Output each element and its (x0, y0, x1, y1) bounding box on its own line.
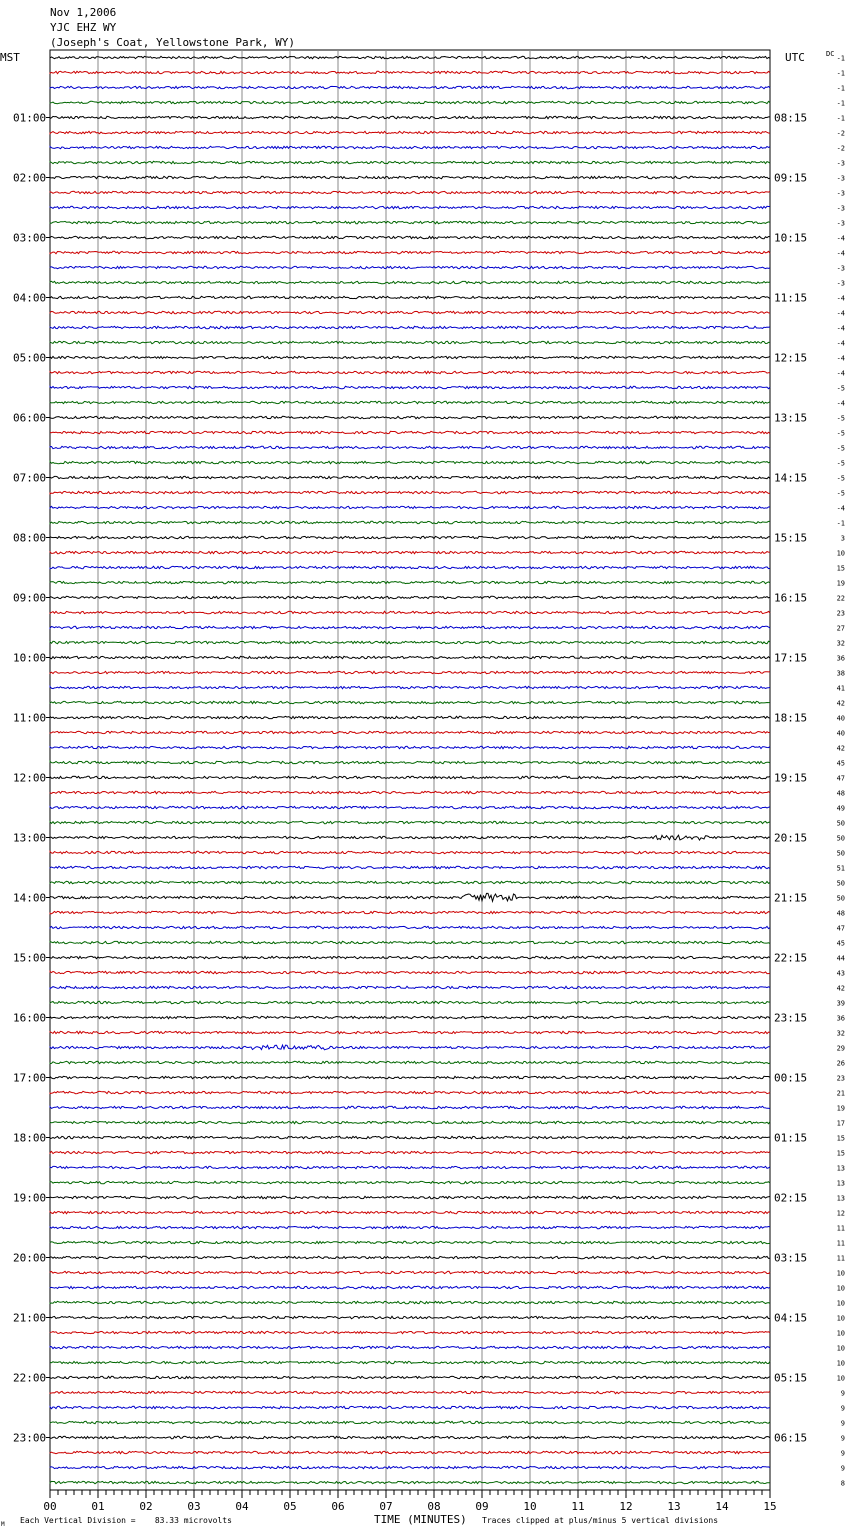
trace-23 (50, 401, 770, 403)
utc-label: 20:15 (774, 831, 808, 845)
mst-hour-labels (13, 112, 50, 1445)
dc-offset-label: 40 (836, 714, 845, 723)
trace-83 (50, 1301, 770, 1303)
trace-69 (50, 1091, 770, 1093)
utc-label: 13:15 (774, 411, 808, 425)
utc-label: 12:15 (774, 351, 808, 365)
trace-43 (50, 701, 770, 703)
dc-offset-label: -1 (836, 114, 845, 123)
trace-76 (50, 1196, 770, 1198)
x-tick-label: 14 (715, 1500, 729, 1513)
mst-label: 02:00 (13, 171, 47, 185)
trace-36 (50, 596, 770, 598)
trace-65 (50, 1031, 770, 1033)
mst-label: 12:00 (13, 771, 47, 785)
left-axis-title: MST (0, 51, 20, 64)
trace-22 (50, 386, 770, 388)
trace-46 (50, 746, 770, 748)
trace-90 (50, 1406, 770, 1408)
dc-offset-label: 10 (836, 1269, 845, 1278)
trace-2 (50, 86, 770, 88)
dc-offset-label: -5 (836, 429, 845, 438)
trace-66 (50, 1045, 770, 1050)
dc-offset-label: 15 (836, 1149, 845, 1158)
trace-79 (50, 1241, 770, 1243)
mst-label: 01:00 (13, 111, 47, 125)
trace-87 (50, 1361, 770, 1363)
trace-74 (50, 1166, 770, 1168)
dc-offset-label: 29 (836, 1044, 845, 1053)
dc-offset-label: 15 (836, 564, 845, 573)
header-location: (Joseph's Coat, Yellowstone Park, WY) (50, 36, 296, 49)
x-tick-label: 13 (667, 1500, 681, 1513)
trace-29 (50, 491, 770, 493)
trace-20 (50, 356, 770, 358)
utc-label: 01:15 (774, 1131, 808, 1145)
trace-52 (50, 835, 770, 840)
utc-label: 02:15 (774, 1191, 808, 1205)
utc-label: 15:15 (774, 531, 808, 545)
dc-offset-label: 45 (836, 939, 845, 948)
mst-label: 16:00 (13, 1011, 47, 1025)
trace-38 (50, 626, 770, 628)
dc-offset-label: -3 (836, 204, 845, 213)
x-tick-label: 15 (763, 1500, 777, 1513)
utc-label: 22:15 (774, 951, 808, 965)
dc-offset-label: -5 (836, 444, 845, 453)
trace-72 (50, 1136, 770, 1138)
trace-85 (50, 1331, 770, 1333)
trace-24 (50, 416, 770, 418)
dc-offset-label: 47 (836, 774, 845, 783)
utc-label: 18:15 (774, 711, 808, 725)
dc-offset-label: 50 (836, 879, 845, 888)
dc-offset-label: 45 (836, 759, 845, 768)
mst-label: 08:00 (13, 531, 47, 545)
mst-label: 10:00 (13, 651, 47, 665)
dc-offset-label: 10 (836, 1374, 845, 1383)
dc-offset-label: -4 (836, 354, 845, 363)
trace-10 (50, 206, 770, 208)
trace-70 (50, 1106, 770, 1108)
trace-44 (50, 716, 770, 718)
trace-94 (50, 1466, 770, 1468)
utc-label: 14:15 (774, 471, 808, 485)
dc-offset-label: -4 (836, 399, 845, 408)
trace-80 (50, 1256, 770, 1258)
trace-41 (50, 671, 770, 673)
dc-offset-label: 11 (836, 1239, 845, 1248)
time-axis (43, 1490, 776, 1513)
mst-label: 07:00 (13, 471, 47, 485)
trace-81 (50, 1271, 770, 1273)
trace-9 (50, 191, 770, 193)
dc-offset-label: -5 (836, 414, 845, 423)
utc-label: 16:15 (774, 591, 808, 605)
x-tick-label: 10 (523, 1500, 537, 1513)
trace-93 (50, 1451, 770, 1453)
trace-89 (50, 1391, 770, 1393)
dc-offset-label: 32 (836, 639, 845, 648)
trace-71 (50, 1121, 770, 1123)
dc-column-title: DC (826, 50, 835, 58)
trace-17 (50, 311, 770, 313)
dc-offset-label: 23 (836, 1074, 845, 1083)
dc-offset-label: -2 (836, 129, 845, 138)
trace-57 (50, 911, 770, 913)
trace-7 (50, 161, 770, 163)
trace-33 (50, 551, 770, 553)
dc-offset-label: 10 (836, 1299, 845, 1308)
mst-label: 04:00 (13, 291, 47, 305)
dc-offset-label: 10 (836, 1314, 845, 1323)
trace-88 (50, 1376, 770, 1378)
trace-32 (50, 536, 770, 538)
trace-47 (50, 761, 770, 763)
trace-84 (50, 1316, 770, 1318)
dc-offset-label: 36 (836, 654, 845, 663)
dc-offset-label: -4 (836, 369, 845, 378)
dc-offset-label: -4 (836, 324, 845, 333)
trace-91 (50, 1421, 770, 1423)
dc-offset-label: -4 (836, 339, 845, 348)
dc-offset-label: 49 (836, 804, 845, 813)
utc-label: 05:15 (774, 1371, 808, 1385)
trace-64 (50, 1016, 770, 1018)
mst-label: 14:00 (13, 891, 47, 905)
dc-offset-labels (837, 55, 845, 1488)
header-date: Nov 1,2006 (50, 6, 117, 19)
trace-73 (50, 1151, 770, 1153)
trace-67 (50, 1061, 770, 1063)
trace-5 (50, 131, 770, 133)
dc-offset-label: -5 (836, 474, 845, 483)
utc-label: 00:15 (774, 1071, 808, 1085)
dc-offset-label: 19 (836, 579, 845, 588)
dc-offset-label: 15 (836, 1134, 845, 1143)
dc-offset-label: 10 (836, 1284, 845, 1293)
trace-28 (50, 476, 770, 478)
trace-14 (50, 266, 770, 268)
trace-51 (50, 821, 770, 823)
utc-label: 19:15 (774, 771, 808, 785)
dc-offset-label: 17 (836, 1119, 845, 1128)
dc-offset-label: 10 (836, 1344, 845, 1353)
trace-3 (50, 101, 770, 103)
dc-offset-label: 32 (836, 1029, 845, 1038)
x-tick-label: 09 (475, 1500, 489, 1513)
dc-offset-label: 8 (840, 1479, 845, 1488)
dc-offset-label: -3 (836, 264, 845, 273)
mst-label: 15:00 (13, 951, 47, 965)
x-tick-label: 06 (331, 1500, 345, 1513)
dc-offset-label: -5 (836, 489, 845, 498)
dc-offset-label: -5 (836, 384, 845, 393)
utc-label: 21:15 (774, 891, 808, 905)
dc-offset-label: 26 (836, 1059, 845, 1068)
dc-offset-label: -4 (836, 309, 845, 318)
dc-offset-label: 38 (836, 669, 845, 678)
trace-55 (50, 881, 770, 883)
right-axis-title: UTC (785, 51, 805, 64)
trace-34 (50, 566, 770, 568)
dc-offset-label: 48 (836, 789, 845, 798)
trace-39 (50, 641, 770, 643)
dc-offset-label: 36 (836, 1014, 845, 1023)
trace-49 (50, 791, 770, 793)
mst-label: 03:00 (13, 231, 47, 245)
trace-21 (50, 371, 770, 373)
dc-offset-label: -1 (836, 54, 845, 63)
x-tick-label: 11 (571, 1500, 585, 1513)
trace-12 (50, 236, 770, 238)
dc-offset-label: -1 (836, 519, 845, 528)
x-axis-title: TIME (MINUTES) (374, 1513, 467, 1526)
trace-31 (50, 521, 770, 523)
dc-offset-label: -5 (836, 459, 845, 468)
dc-offset-label: 13 (836, 1179, 845, 1188)
trace-30 (50, 506, 770, 508)
mst-label: 23:00 (13, 1431, 47, 1445)
trace-54 (50, 866, 770, 868)
trace-6 (50, 146, 770, 148)
mst-label: 06:00 (13, 411, 47, 425)
trace-13 (50, 251, 770, 253)
dc-offset-label: -3 (836, 219, 845, 228)
utc-label: 10:15 (774, 231, 808, 245)
trace-35 (50, 581, 770, 583)
trace-77 (50, 1211, 770, 1213)
utc-label: 06:15 (774, 1431, 808, 1445)
trace-40 (50, 656, 770, 658)
dc-offset-label: 51 (836, 864, 845, 873)
utc-label: 17:15 (774, 651, 808, 665)
dc-offset-label: 41 (836, 684, 845, 693)
trace-45 (50, 731, 770, 733)
dc-offset-label: 13 (836, 1194, 845, 1203)
trace-78 (50, 1226, 770, 1228)
trace-63 (50, 1001, 770, 1003)
dc-offset-label: 48 (836, 909, 845, 918)
trace-8 (50, 176, 770, 178)
dc-offset-label: 44 (836, 954, 845, 963)
dc-offset-label: 47 (836, 924, 845, 933)
trace-82 (50, 1286, 770, 1288)
trace-50 (50, 806, 770, 808)
trace-25 (50, 431, 770, 433)
trace-75 (50, 1181, 770, 1183)
trace-0 (50, 56, 770, 58)
dc-offset-label: 50 (836, 834, 845, 843)
dc-offset-label: 19 (836, 1104, 845, 1113)
dc-offset-label: -3 (836, 174, 845, 183)
dc-offset-label: 3 (840, 534, 845, 543)
dc-offset-label: 9 (840, 1389, 845, 1398)
mst-label: 18:00 (13, 1131, 47, 1145)
dc-offset-label: 39 (836, 999, 845, 1008)
trace-58 (50, 926, 770, 928)
clipping-note: Traces clipped at plus/minus 5 vertical divisions (482, 1516, 719, 1525)
dc-offset-label: -2 (836, 144, 845, 153)
x-tick-label: 03 (187, 1500, 201, 1513)
vertical-division-note: Each Vertical Division = 83.33 microvolts (20, 1516, 232, 1525)
mst-label: 22:00 (13, 1371, 47, 1385)
trace-62 (50, 986, 770, 988)
dc-offset-label: 9 (840, 1404, 845, 1413)
dc-offset-label: 11 (836, 1254, 845, 1263)
utc-label: 03:15 (774, 1251, 808, 1265)
header-station: YJC EHZ WY (50, 21, 117, 34)
utc-label: 11:15 (774, 291, 808, 305)
dc-offset-label: -4 (836, 504, 845, 513)
trace-48 (50, 776, 770, 778)
trace-1 (50, 71, 770, 73)
trace-group (50, 56, 770, 1483)
dc-offset-label: 27 (836, 624, 845, 633)
dc-offset-label: 42 (836, 744, 845, 753)
mst-label: 13:00 (13, 831, 47, 845)
trace-53 (50, 851, 770, 853)
dc-offset-label: 11 (836, 1224, 845, 1233)
mst-label: 21:00 (13, 1311, 47, 1325)
utc-label: 23:15 (774, 1011, 808, 1025)
dc-offset-label: 23 (836, 609, 845, 618)
dc-offset-label: 9 (840, 1449, 845, 1458)
dc-offset-label: -1 (836, 84, 845, 93)
dc-offset-label: 10 (836, 549, 845, 558)
trace-42 (50, 686, 770, 688)
trace-68 (50, 1076, 770, 1078)
corner-mark: M (1, 1521, 5, 1528)
x-tick-label: 07 (379, 1500, 393, 1513)
dc-offset-label: -3 (836, 189, 845, 198)
dc-offset-label: -4 (836, 294, 845, 303)
utc-label: 04:15 (774, 1311, 808, 1325)
x-tick-label: 08 (427, 1500, 441, 1513)
mst-label: 20:00 (13, 1251, 47, 1265)
dc-offset-label: 21 (836, 1089, 845, 1098)
dc-offset-label: -1 (836, 69, 845, 78)
mst-label: 19:00 (13, 1191, 47, 1205)
trace-56 (50, 893, 770, 901)
dc-offset-label: 10 (836, 1359, 845, 1368)
dc-offset-label: 9 (840, 1464, 845, 1473)
dc-offset-label: 50 (836, 849, 845, 858)
trace-95 (50, 1481, 770, 1483)
dc-offset-label: 22 (836, 594, 845, 603)
dc-offset-label: 9 (840, 1419, 845, 1428)
utc-hour-labels (774, 112, 807, 1445)
dc-offset-label: -1 (836, 99, 845, 108)
trace-26 (50, 446, 770, 448)
dc-offset-label: -4 (836, 234, 845, 243)
trace-18 (50, 326, 770, 328)
mst-label: 17:00 (13, 1071, 47, 1085)
dc-offset-label: 50 (836, 894, 845, 903)
mst-label: 11:00 (13, 711, 47, 725)
dc-offset-label: 10 (836, 1329, 845, 1338)
x-tick-label: 12 (619, 1500, 633, 1513)
x-tick-label: 02 (139, 1500, 153, 1513)
trace-86 (50, 1346, 770, 1348)
x-tick-label: 00 (43, 1500, 57, 1513)
dc-offset-label: -4 (836, 249, 845, 258)
trace-60 (50, 956, 770, 958)
trace-15 (50, 281, 770, 283)
x-tick-label: 01 (91, 1500, 105, 1513)
dc-offset-label: 13 (836, 1164, 845, 1173)
trace-61 (50, 971, 770, 973)
trace-4 (50, 116, 770, 118)
mst-label: 09:00 (13, 591, 47, 605)
dc-offset-label: 12 (836, 1209, 845, 1218)
trace-11 (50, 221, 770, 223)
dc-offset-label: 9 (840, 1434, 845, 1443)
x-tick-label: 04 (235, 1500, 249, 1513)
x-tick-label: 05 (283, 1500, 297, 1513)
trace-59 (50, 941, 770, 943)
dc-offset-label: -3 (836, 279, 845, 288)
mst-label: 05:00 (13, 351, 47, 365)
dc-offset-label: 50 (836, 819, 845, 828)
trace-19 (50, 341, 770, 343)
dc-offset-label: 42 (836, 984, 845, 993)
trace-27 (50, 461, 770, 463)
trace-37 (50, 611, 770, 613)
dc-offset-label: 42 (836, 699, 845, 708)
trace-16 (50, 296, 770, 298)
dc-offset-label: 40 (836, 729, 845, 738)
dc-offset-label: -3 (836, 159, 845, 168)
trace-92 (50, 1436, 770, 1438)
dc-offset-label: 43 (836, 969, 845, 978)
utc-label: 09:15 (774, 171, 808, 185)
utc-label: 08:15 (774, 111, 808, 125)
